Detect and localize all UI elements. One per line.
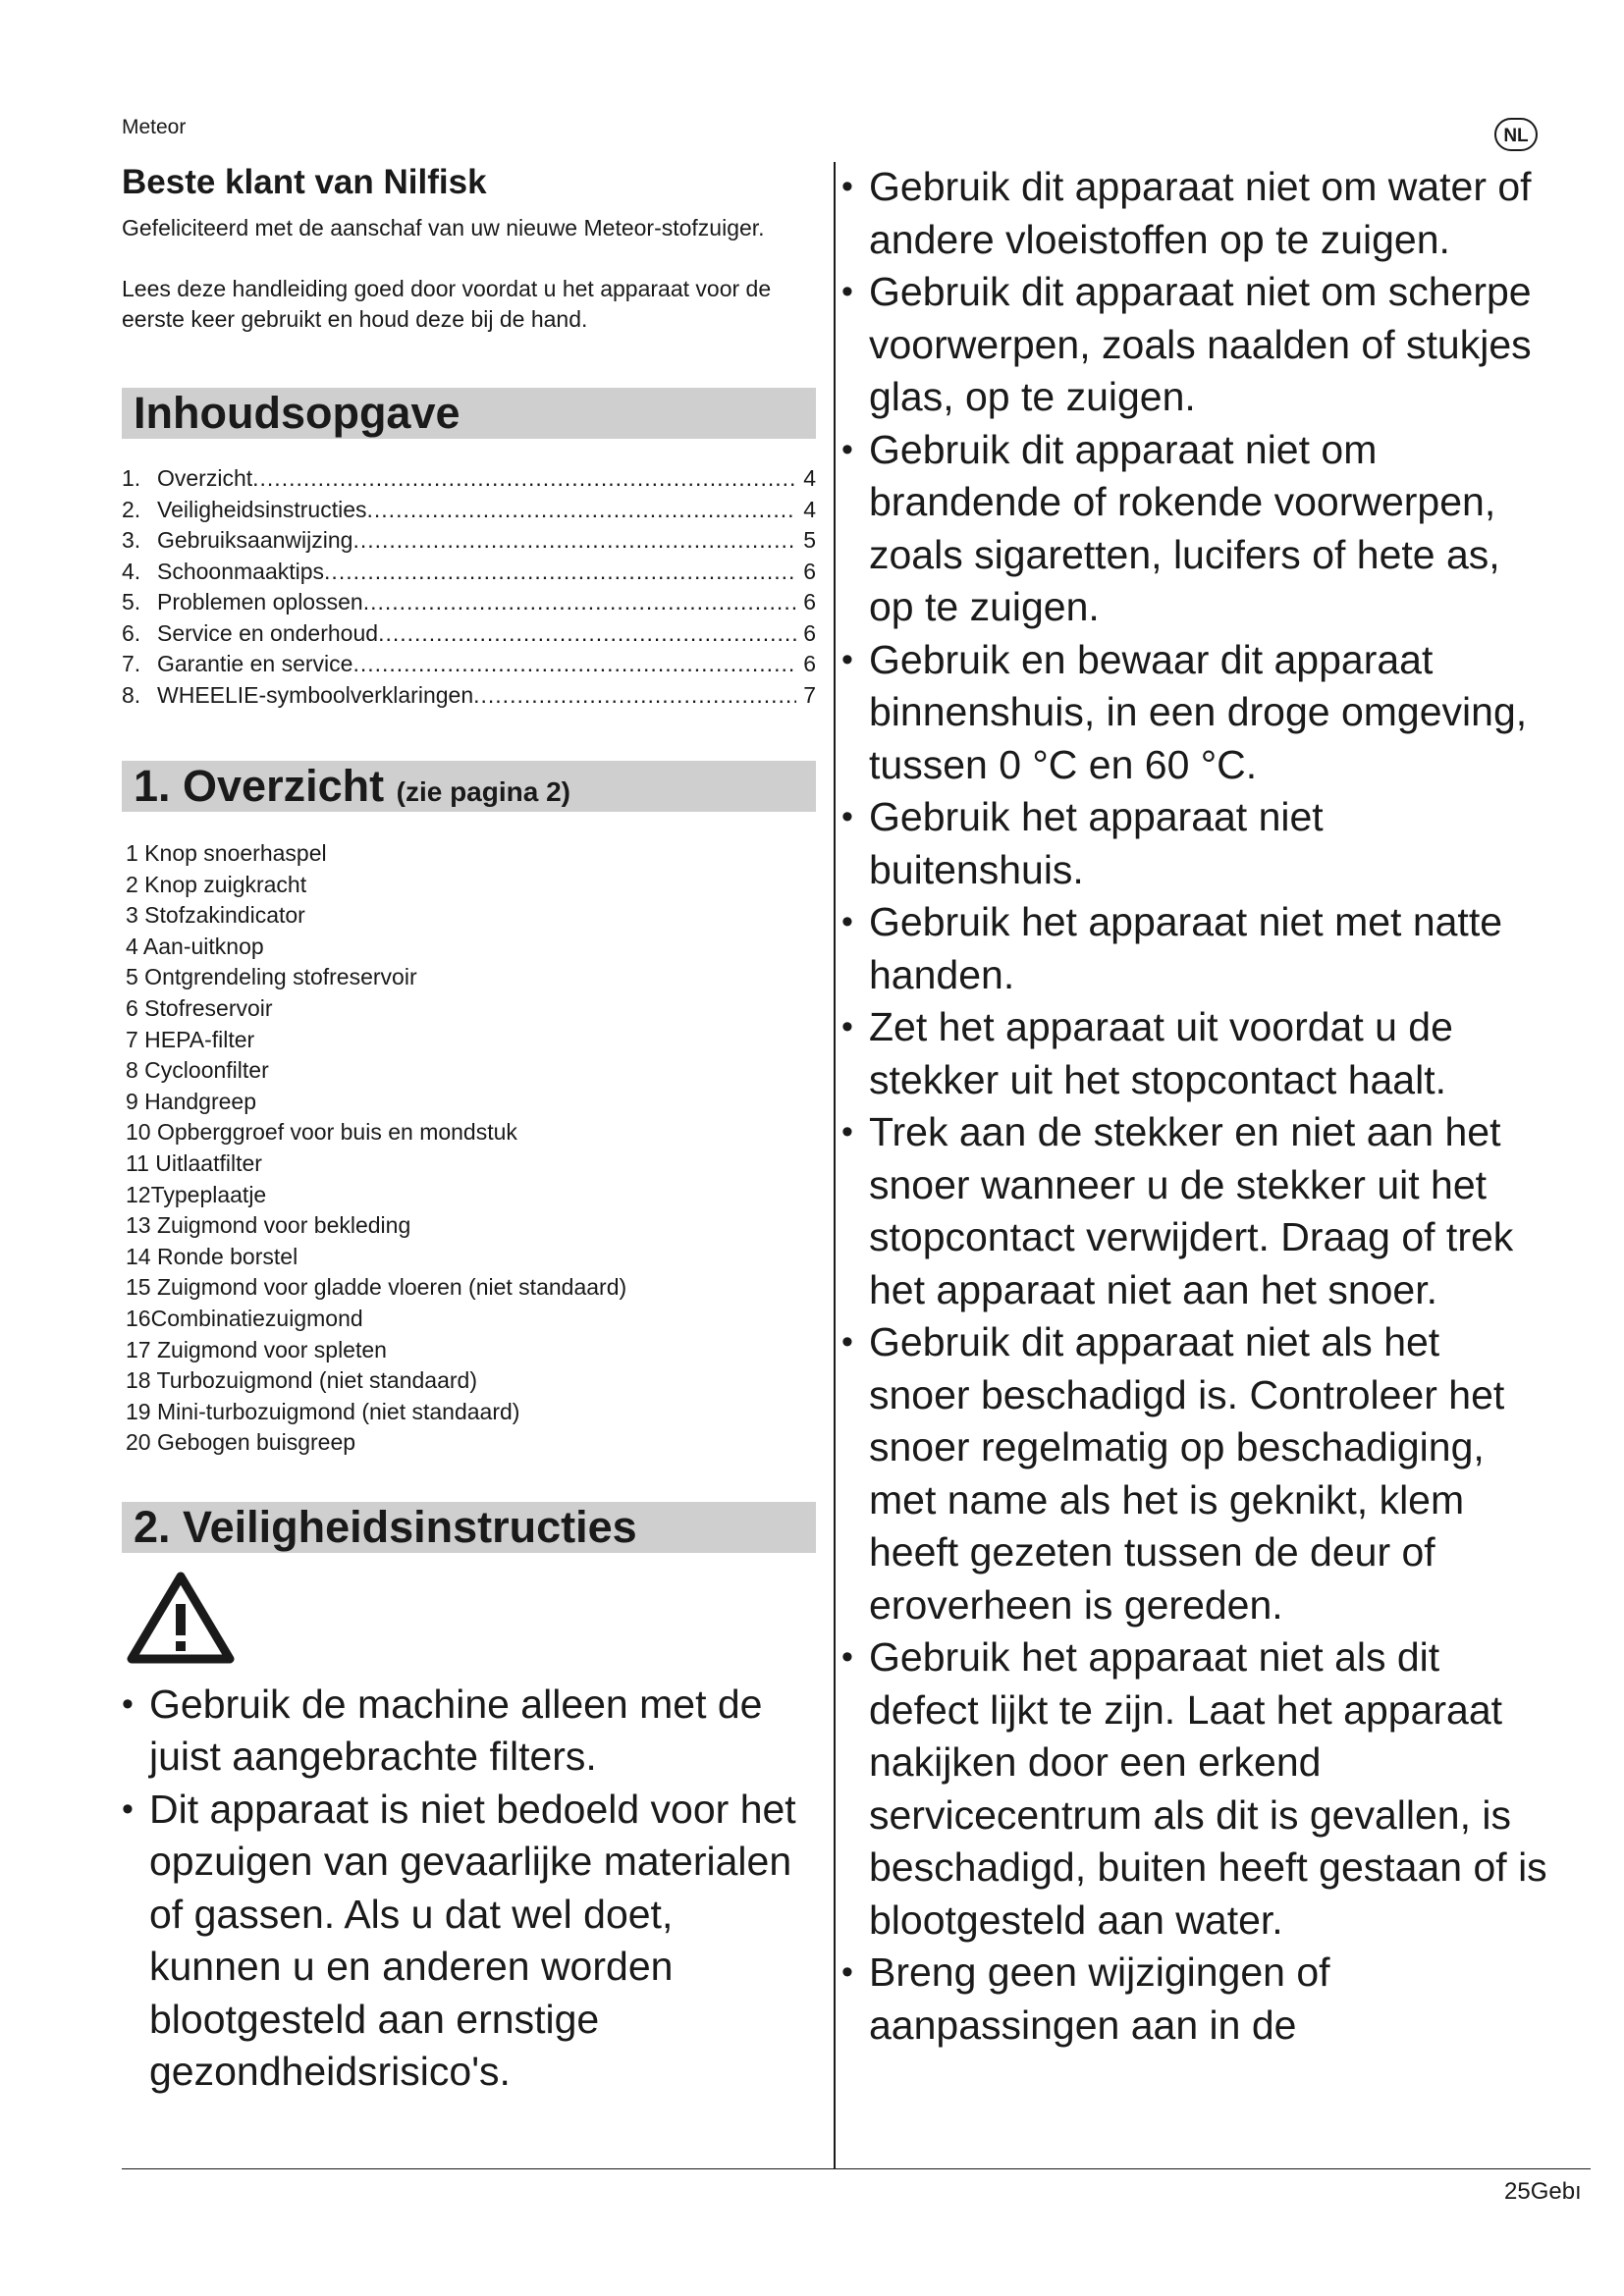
greeting-title: Beste klant van Nilfisk (122, 163, 487, 201)
list-item: • Gebruik het apparaat niet met natte handen. (841, 896, 1548, 1001)
safety-list-left (122, 1679, 816, 2099)
toc-item[interactable]: 6. Service en onderhoud ..... 6 (122, 618, 816, 650)
list-item: 9 Handgreep (126, 1088, 256, 1114)
list-item: 14 Ronde borstel (126, 1243, 298, 1269)
list-item: • Trek aan de stekker en niet aan het snoer wanneer u de stekker uit het stopcontact verwijdert. Draag of trek het apparaat niet aan het snoer. (841, 1106, 1548, 1316)
footer-divider (122, 2168, 1591, 2169)
warning-icon (126, 1569, 236, 1667)
right-column (841, 161, 1548, 2052)
left-column (122, 162, 816, 2099)
toc-item[interactable]: 7. Garantie en service ..... 6 (122, 649, 816, 680)
list-item: • Gebruik het apparaat niet buitenshuis. (841, 791, 1548, 896)
list-item: 2 Knop zuigkracht (126, 871, 307, 897)
list-item: • Gebruik dit apparaat niet om scherpe voorwerpen, zoals naalden of stukjes glas, op te zuigen. (841, 266, 1548, 424)
list-item: 19 Mini-turbozuigmond (niet standaard) (126, 1398, 520, 1424)
intro-paragraph-2: Lees deze handleiding goed door voordat u het apparaat voor de eerste keer gebruikt en houd deze bij de hand. (122, 276, 772, 332)
list-item: • Gebruik dit apparaat niet om water of andere vloeistoffen op te zuigen. (841, 161, 1548, 266)
safety-list-right (841, 161, 1548, 2052)
toc-item[interactable]: 3. Gebruiksaanwijzing ..... 5 (122, 525, 816, 557)
toc-item[interactable]: 2. Veiligheidsinstructies ..... 4 (122, 495, 816, 526)
list-item: • Gebruik en bewaar dit apparaat binnenshuis, in een droge omgeving, tussen 0 °C en 60 °C. (841, 634, 1548, 792)
list-item: • Gebruik dit apparaat niet om brandende of rokende voorwerpen, zoals sigaretten, lucifers of hete as, op te zuigen. (841, 424, 1548, 634)
list-item: 11 Uitlaatfilter (126, 1149, 262, 1176)
list-item: • Gebruik het apparaat niet als dit defect lijkt te zijn. Laat het apparaat nakijken door een erkend servicecentrum als dit is gevallen, is beschadigd, buiten heeft gestaan of is blootgesteld aan water. (841, 1631, 1548, 1947)
list-item: 13 Zuigmond voor bekleding (126, 1212, 411, 1239)
list-item: 15 Zuigmond voor gladde vloeren (niet standaard) (126, 1274, 627, 1301)
list-item: 1 Knop snoerhaspel (126, 840, 327, 866)
toc-item[interactable]: 5. Problemen oplossen ..... 6 (122, 587, 816, 618)
overview-heading: 1. Overzicht (zie pagina 2) (122, 761, 816, 812)
list-item: 8 Cycloonfilter (126, 1057, 269, 1084)
page-number: 25Gebı (1504, 2178, 1582, 2205)
list-item: 16Combinatiezuigmond (126, 1305, 363, 1331)
toc-heading: Inhoudsopgave (122, 388, 816, 439)
list-item: 5 Ontgrendeling stofreservoir (126, 964, 417, 990)
toc-item[interactable]: 1. Overzicht ..... 4 (122, 463, 816, 495)
toc-item[interactable]: 4. Schoonmaaktips ..... 6 (122, 557, 816, 588)
safety-heading: 2. Veiligheidsinstructies (122, 1502, 816, 1553)
list-item: • Gebruik de machine alleen met de juist aangebrachte filters. (122, 1679, 816, 1784)
column-divider (834, 162, 836, 2168)
list-item: • Gebruik dit apparaat niet als het snoer beschadigd is. Controleer het snoer regelmatig op beschadiging, met name als het is geknikt, klem heeft gezeten tussen de deur of eroverheen is gereden. (841, 1316, 1548, 1631)
language-badge: NL (1494, 118, 1538, 151)
list-item: 17 Zuigmond voor spleten (126, 1336, 387, 1362)
list-item: 10 Opberggroef voor buis en mondstuk (126, 1119, 517, 1146)
list-item: • Dit apparaat is niet bedoeld voor het opzuigen van gevaarlijke materialen of gassen. Als u dat wel doet, kunnen u en anderen worden blootgesteld aan ernstige gezondheidsrisico's. (122, 1784, 816, 2099)
intro-paragraph-1: Gefeliciteerd met de aanschaf van uw nieuwe Meteor-stofzuiger. (122, 215, 765, 240)
list-item: 7 HEPA-filter (126, 1026, 255, 1052)
table-of-contents (122, 463, 816, 711)
list-item: 12Typeplaatje (126, 1181, 267, 1207)
list-item: 20 Gebogen buisgreep (126, 1429, 356, 1456)
overview-heading-note: (zie pagina 2) (396, 776, 570, 807)
list-item: 4 Aan-uitknop (126, 933, 264, 959)
parts-list (122, 838, 816, 1459)
list-item: 18 Turbozuigmond (niet standaard) (126, 1367, 477, 1394)
toc-item[interactable]: 8. WHEELIE-symboolverklaringen ..... 7 (122, 680, 816, 712)
brand-name: Meteor (122, 116, 187, 138)
list-item: • Zet het apparaat uit voordat u de stekker uit het stopcontact haalt. (841, 1001, 1548, 1106)
list-item: • Breng geen wijzigingen of aanpassingen aan in de (841, 1947, 1548, 2052)
list-item: 3 Stofzakindicator (126, 902, 305, 929)
list-item: 6 Stofreservoir (126, 994, 273, 1021)
